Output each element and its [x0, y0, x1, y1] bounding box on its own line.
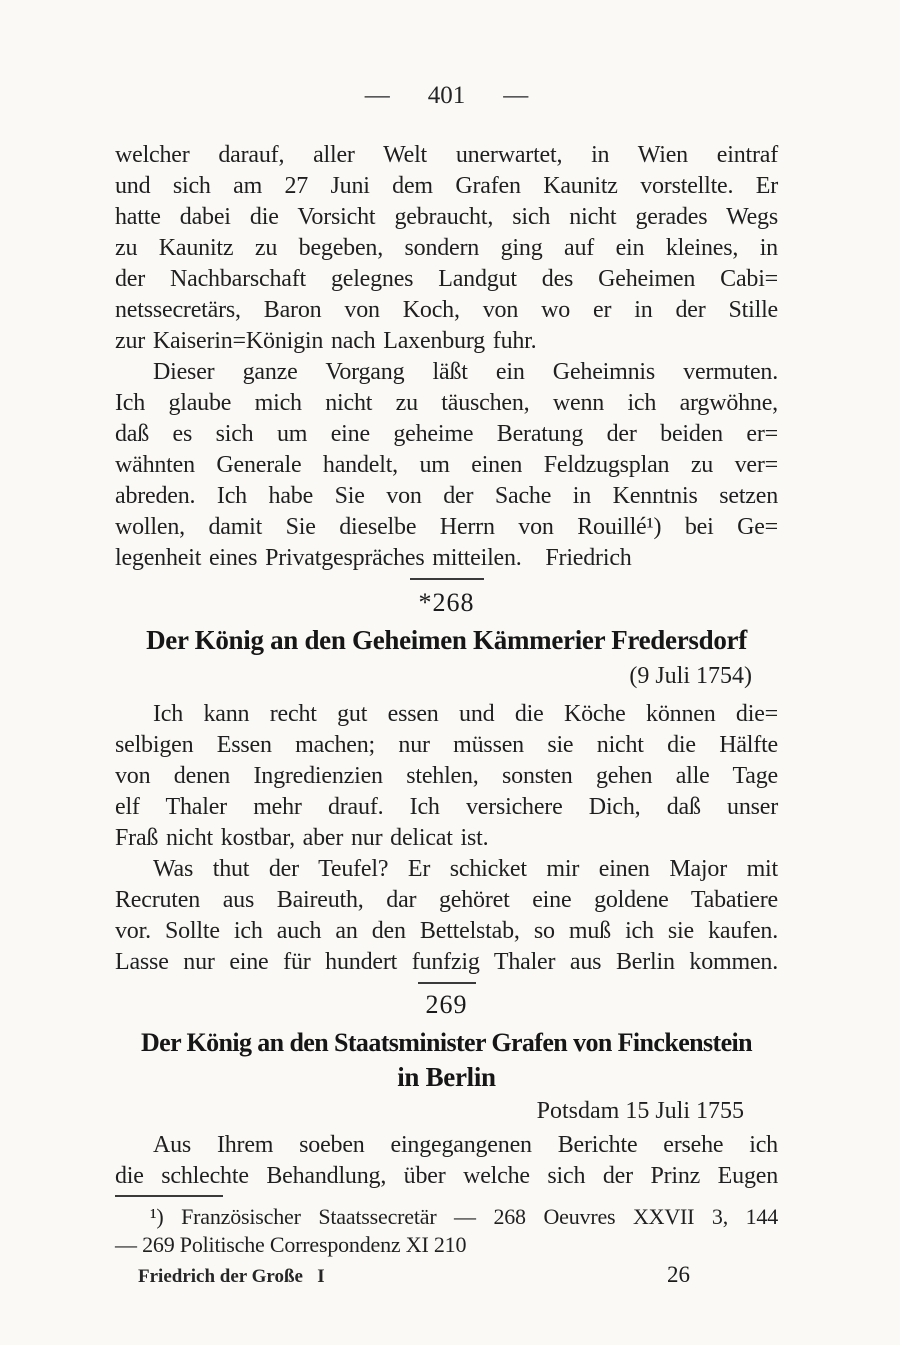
- text-line: und sich am 27 Juni dem Grafen Kaunitz vorstellte. Er: [115, 173, 778, 199]
- text-line: zu Kaunitz zu begeben, sondern ging auf ein kleines, in: [115, 235, 778, 261]
- intro-paragraph-2: [115, 357, 778, 574]
- section-divider: [410, 578, 484, 580]
- letter-269-title: Der König an den Staatsminister Grafen von Finckenstein: [140, 1028, 752, 1057]
- section-divider: [418, 982, 476, 984]
- text-line: von denen Ingredienzien stehlen, sonsten gehen alle Tage: [115, 763, 778, 789]
- letter-268-title: Der König an den Geheimen Kämmerier Fredersdorf: [146, 625, 747, 655]
- header-dash-right: —: [503, 82, 529, 109]
- page-number: 401: [427, 82, 466, 109]
- text-line: Ich glaube mich nicht zu täuschen, wenn ich argwöhne,: [115, 390, 778, 416]
- text-line: Dieser ganze Vorgang läßt ein Geheimnis vermuten.: [153, 359, 778, 385]
- text-line: legenheit eines Privatgespräches mitteilen. Friedrich: [115, 545, 632, 571]
- text-line: welcher darauf, aller Welt unerwartet, in Wien eintraf: [115, 142, 778, 168]
- letter-268-paragraph-2: [115, 854, 778, 978]
- page-footer: [115, 1262, 778, 1288]
- text-line: hatte dabei die Vorsicht gebraucht, sich nicht gerades Wegs: [115, 204, 778, 230]
- text-line: Was thut der Teufel? Er schicket mir einen Major mit: [153, 856, 778, 882]
- text-line: Ich kann recht gut essen und die Köche können die=: [153, 701, 778, 727]
- letter-268-date: (9 Juli 1754): [629, 663, 752, 689]
- sheet-number: 26: [667, 1262, 690, 1287]
- intro-paragraph-1: [115, 140, 778, 357]
- text-line: Aus Ihrem soeben eingegangenen Berichte ersehe ich: [153, 1132, 778, 1158]
- letter-268-paragraph-1: [115, 699, 778, 854]
- text-line: abreden. Ich habe Sie von der Sache in Kenntnis setzen: [115, 483, 778, 509]
- letter-269-number: 269: [425, 990, 468, 1019]
- text-line: Recruten aus Baireuth, dar gehöret eine goldene Tabatiere: [115, 887, 778, 913]
- text-line: selbigen Essen machen; nur müssen sie nicht die Hälfte: [115, 732, 778, 758]
- letter-269-paragraph-1: [115, 1130, 778, 1192]
- letter-268-number: *268: [418, 588, 475, 617]
- text-line: elf Thaler mehr drauf. Ich versichere Dich, daß unser: [115, 794, 778, 820]
- volume-signature: Friedrich der Große I: [138, 1266, 325, 1287]
- text-line: vor. Sollte ich auch an den Bettelstab, so muß ich sie kaufen.: [115, 918, 778, 944]
- footnote-line-1: ¹) Französischer Staatssecretär — 268 Oeuvres XXVII 3, 144: [150, 1204, 778, 1229]
- text-line: wähnten Generale handelt, um einen Feldzugsplan zu ver=: [115, 452, 778, 478]
- text-line: der Nachbarschaft gelegnes Landgut des Geheimen Cabi=: [115, 266, 778, 292]
- text-line: Fraß nicht kostbar, aber nur delicat ist.: [115, 825, 489, 851]
- running-head: [115, 82, 778, 110]
- letter-269-dateline: Potsdam 15 Juli 1755: [536, 1098, 744, 1124]
- header-dash-left: —: [364, 82, 390, 109]
- footnote-line-2: — 269 Politische Correspondenz XI 210: [115, 1232, 467, 1257]
- text-line: netssecretärs, Baron von Koch, von wo er in der Stille: [115, 297, 778, 323]
- letter-269-title-place: in Berlin: [397, 1062, 496, 1092]
- footnote-rule: [115, 1195, 223, 1197]
- text-line: Lasse nur eine für hundert funfzig Thaler aus Berlin kommen.: [115, 949, 778, 975]
- text-line: daß es sich um eine geheime Beratung der beiden er=: [115, 421, 778, 447]
- text-line: die schlechte Behandlung, über welche sich der Prinz Eugen: [115, 1163, 778, 1189]
- text-line: zur Kaiserin=Königin nach Laxenburg fuhr.: [115, 328, 537, 354]
- text-line: wollen, damit Sie dieselbe Herrn von Rouillé¹) bei Ge=: [115, 514, 778, 540]
